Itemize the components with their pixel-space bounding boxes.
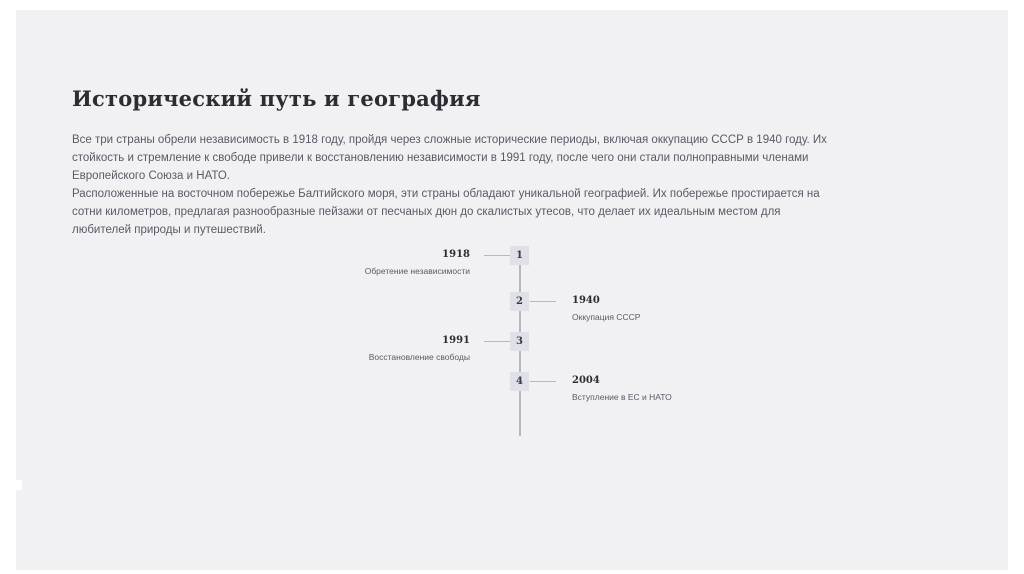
timeline-marker: 4: [510, 372, 529, 391]
timeline-connector: [484, 255, 510, 256]
timeline-year: 1991: [442, 335, 470, 346]
timeline-label: Восстановление свободы: [368, 352, 470, 362]
slide: [16, 10, 1008, 570]
timeline-year: 1940: [572, 295, 600, 306]
timeline-year: 2004: [572, 375, 600, 386]
timeline-connector: [530, 301, 556, 302]
timeline-label: Обретение независимости: [364, 266, 470, 276]
timeline-connector: [530, 381, 556, 382]
timeline-marker: 2: [510, 292, 529, 311]
paragraph-geography: Расположенные на восточном побережье Балтийского моря, эти страны обладают уникальной географией. Их побережье простирается на сотни километров, предлагая разнообразные пейзажи от песчаных дюн до скалистых утесов, что делает их идеальным местом для любителей природы и путешествий.: [72, 188, 820, 236]
corner-mark: [16, 480, 22, 490]
timeline-label: Вступление в ЕС и НАТО: [572, 392, 672, 402]
timeline-label: Оккупация СССР: [572, 312, 641, 322]
paragraph-history: Все три страны обрели независимость в 1918 году, пройдя через сложные исторические периоды, включая оккупацию СССР в 1940 году. Их стойкость и стремление к свободе привели к восстановлению независимости в 1991 году, после чего они стали полноправными членами Европейского Союза и НАТО.: [72, 134, 827, 182]
timeline-marker: 3: [510, 332, 529, 351]
timeline-connector: [484, 341, 510, 342]
slide-title: Исторический путь и география: [72, 86, 481, 111]
timeline-year: 1918: [442, 249, 470, 260]
timeline-marker: 1: [510, 246, 529, 265]
